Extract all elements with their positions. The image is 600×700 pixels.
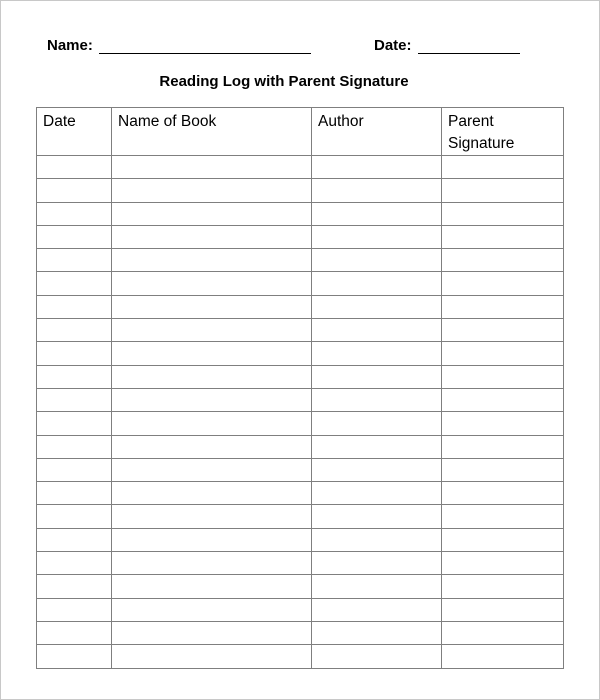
table-row <box>37 202 564 225</box>
cell-date[interactable] <box>37 319 112 342</box>
cell-date[interactable] <box>37 156 112 179</box>
table-row <box>37 319 564 342</box>
cell-date[interactable] <box>37 435 112 458</box>
cell-book[interactable] <box>112 156 312 179</box>
name-blank[interactable] <box>99 39 311 54</box>
cell-book[interactable] <box>112 645 312 668</box>
cell-date[interactable] <box>37 645 112 668</box>
cell-book[interactable] <box>112 482 312 505</box>
cell-signature[interactable] <box>442 458 564 481</box>
cell-author[interactable] <box>312 249 442 272</box>
name-field <box>47 37 311 54</box>
cell-signature[interactable] <box>442 575 564 598</box>
cell-author[interactable] <box>312 225 442 248</box>
cell-date[interactable] <box>37 249 112 272</box>
cell-signature[interactable] <box>442 505 564 528</box>
cell-signature[interactable] <box>442 156 564 179</box>
cell-author[interactable] <box>312 482 442 505</box>
name-label: Name: <box>47 37 93 54</box>
table-row <box>37 552 564 575</box>
table-row <box>37 412 564 435</box>
cell-author[interactable] <box>312 365 442 388</box>
cell-date[interactable] <box>37 621 112 644</box>
cell-signature[interactable] <box>442 621 564 644</box>
cell-date[interactable] <box>37 552 112 575</box>
cell-date[interactable] <box>37 388 112 411</box>
table-row <box>37 342 564 365</box>
table-row <box>37 156 564 179</box>
cell-author[interactable] <box>312 598 442 621</box>
cell-signature[interactable] <box>442 388 564 411</box>
column-header-author: Author <box>312 108 442 156</box>
cell-signature[interactable] <box>442 412 564 435</box>
cell-author[interactable] <box>312 528 442 551</box>
cell-date[interactable] <box>37 505 112 528</box>
cell-book[interactable] <box>112 295 312 318</box>
cell-book[interactable] <box>112 272 312 295</box>
cell-author[interactable] <box>312 505 442 528</box>
cell-date[interactable] <box>37 365 112 388</box>
table-row <box>37 598 564 621</box>
cell-author[interactable] <box>312 156 442 179</box>
cell-signature[interactable] <box>442 179 564 202</box>
cell-signature[interactable] <box>442 202 564 225</box>
cell-book[interactable] <box>112 412 312 435</box>
cell-signature[interactable] <box>442 645 564 668</box>
cell-signature[interactable] <box>442 365 564 388</box>
table-row <box>37 295 564 318</box>
cell-book[interactable] <box>112 342 312 365</box>
cell-author[interactable] <box>312 319 442 342</box>
cell-author[interactable] <box>312 645 442 668</box>
cell-signature[interactable] <box>442 319 564 342</box>
cell-author[interactable] <box>312 179 442 202</box>
cell-book[interactable] <box>112 528 312 551</box>
table-row <box>37 482 564 505</box>
table-row <box>37 388 564 411</box>
cell-book[interactable] <box>112 388 312 411</box>
cell-book[interactable] <box>112 575 312 598</box>
cell-date[interactable] <box>37 482 112 505</box>
cell-book[interactable] <box>112 598 312 621</box>
header <box>0 37 600 59</box>
cell-author[interactable] <box>312 412 442 435</box>
cell-date[interactable] <box>37 272 112 295</box>
table-header-row <box>37 108 564 156</box>
cell-date[interactable] <box>37 412 112 435</box>
cell-book[interactable] <box>112 621 312 644</box>
page-title: Reading Log with Parent Signature <box>159 73 409 90</box>
cell-signature[interactable] <box>442 342 564 365</box>
cell-date[interactable] <box>37 342 112 365</box>
cell-book[interactable] <box>112 505 312 528</box>
cell-signature[interactable] <box>442 435 564 458</box>
cell-date[interactable] <box>37 179 112 202</box>
cell-signature[interactable] <box>442 552 564 575</box>
table-row <box>37 575 564 598</box>
cell-author[interactable] <box>312 552 442 575</box>
cell-author[interactable] <box>312 272 442 295</box>
cell-book[interactable] <box>112 225 312 248</box>
column-header-book: Name of Book <box>112 108 312 156</box>
date-blank[interactable] <box>418 39 520 54</box>
cell-date[interactable] <box>37 528 112 551</box>
cell-signature[interactable] <box>442 272 564 295</box>
column-header-signature: Parent Signature <box>442 108 564 156</box>
cell-author[interactable] <box>312 202 442 225</box>
table-row <box>37 272 564 295</box>
cell-signature[interactable] <box>442 249 564 272</box>
cell-date[interactable] <box>37 598 112 621</box>
cell-author[interactable] <box>312 621 442 644</box>
cell-author[interactable] <box>312 575 442 598</box>
cell-signature[interactable] <box>442 598 564 621</box>
table-row <box>37 249 564 272</box>
cell-date[interactable] <box>37 295 112 318</box>
cell-date[interactable] <box>37 458 112 481</box>
cell-date[interactable] <box>37 202 112 225</box>
cell-author[interactable] <box>312 295 442 318</box>
cell-signature[interactable] <box>442 528 564 551</box>
table-row <box>37 505 564 528</box>
cell-book[interactable] <box>112 179 312 202</box>
cell-book[interactable] <box>112 435 312 458</box>
cell-date[interactable] <box>37 225 112 248</box>
cell-date[interactable] <box>37 575 112 598</box>
cell-book[interactable] <box>112 319 312 342</box>
table-row <box>37 435 564 458</box>
cell-signature[interactable] <box>442 482 564 505</box>
cell-author[interactable] <box>312 388 442 411</box>
reading-log-table <box>36 107 564 669</box>
date-field <box>374 37 520 54</box>
table-row <box>37 621 564 644</box>
cell-book[interactable] <box>112 552 312 575</box>
column-header-date: Date <box>37 108 112 156</box>
cell-book[interactable] <box>112 458 312 481</box>
cell-signature[interactable] <box>442 225 564 248</box>
table-row <box>37 458 564 481</box>
table-row <box>37 365 564 388</box>
date-label: Date: <box>374 37 412 54</box>
cell-author[interactable] <box>312 435 442 458</box>
cell-author[interactable] <box>312 342 442 365</box>
cell-author[interactable] <box>312 458 442 481</box>
table-row <box>37 528 564 551</box>
cell-book[interactable] <box>112 202 312 225</box>
cell-book[interactable] <box>112 365 312 388</box>
cell-signature[interactable] <box>442 295 564 318</box>
table-row <box>37 645 564 668</box>
table-row <box>37 179 564 202</box>
table-body <box>37 156 564 669</box>
cell-book[interactable] <box>112 249 312 272</box>
table-row <box>37 225 564 248</box>
